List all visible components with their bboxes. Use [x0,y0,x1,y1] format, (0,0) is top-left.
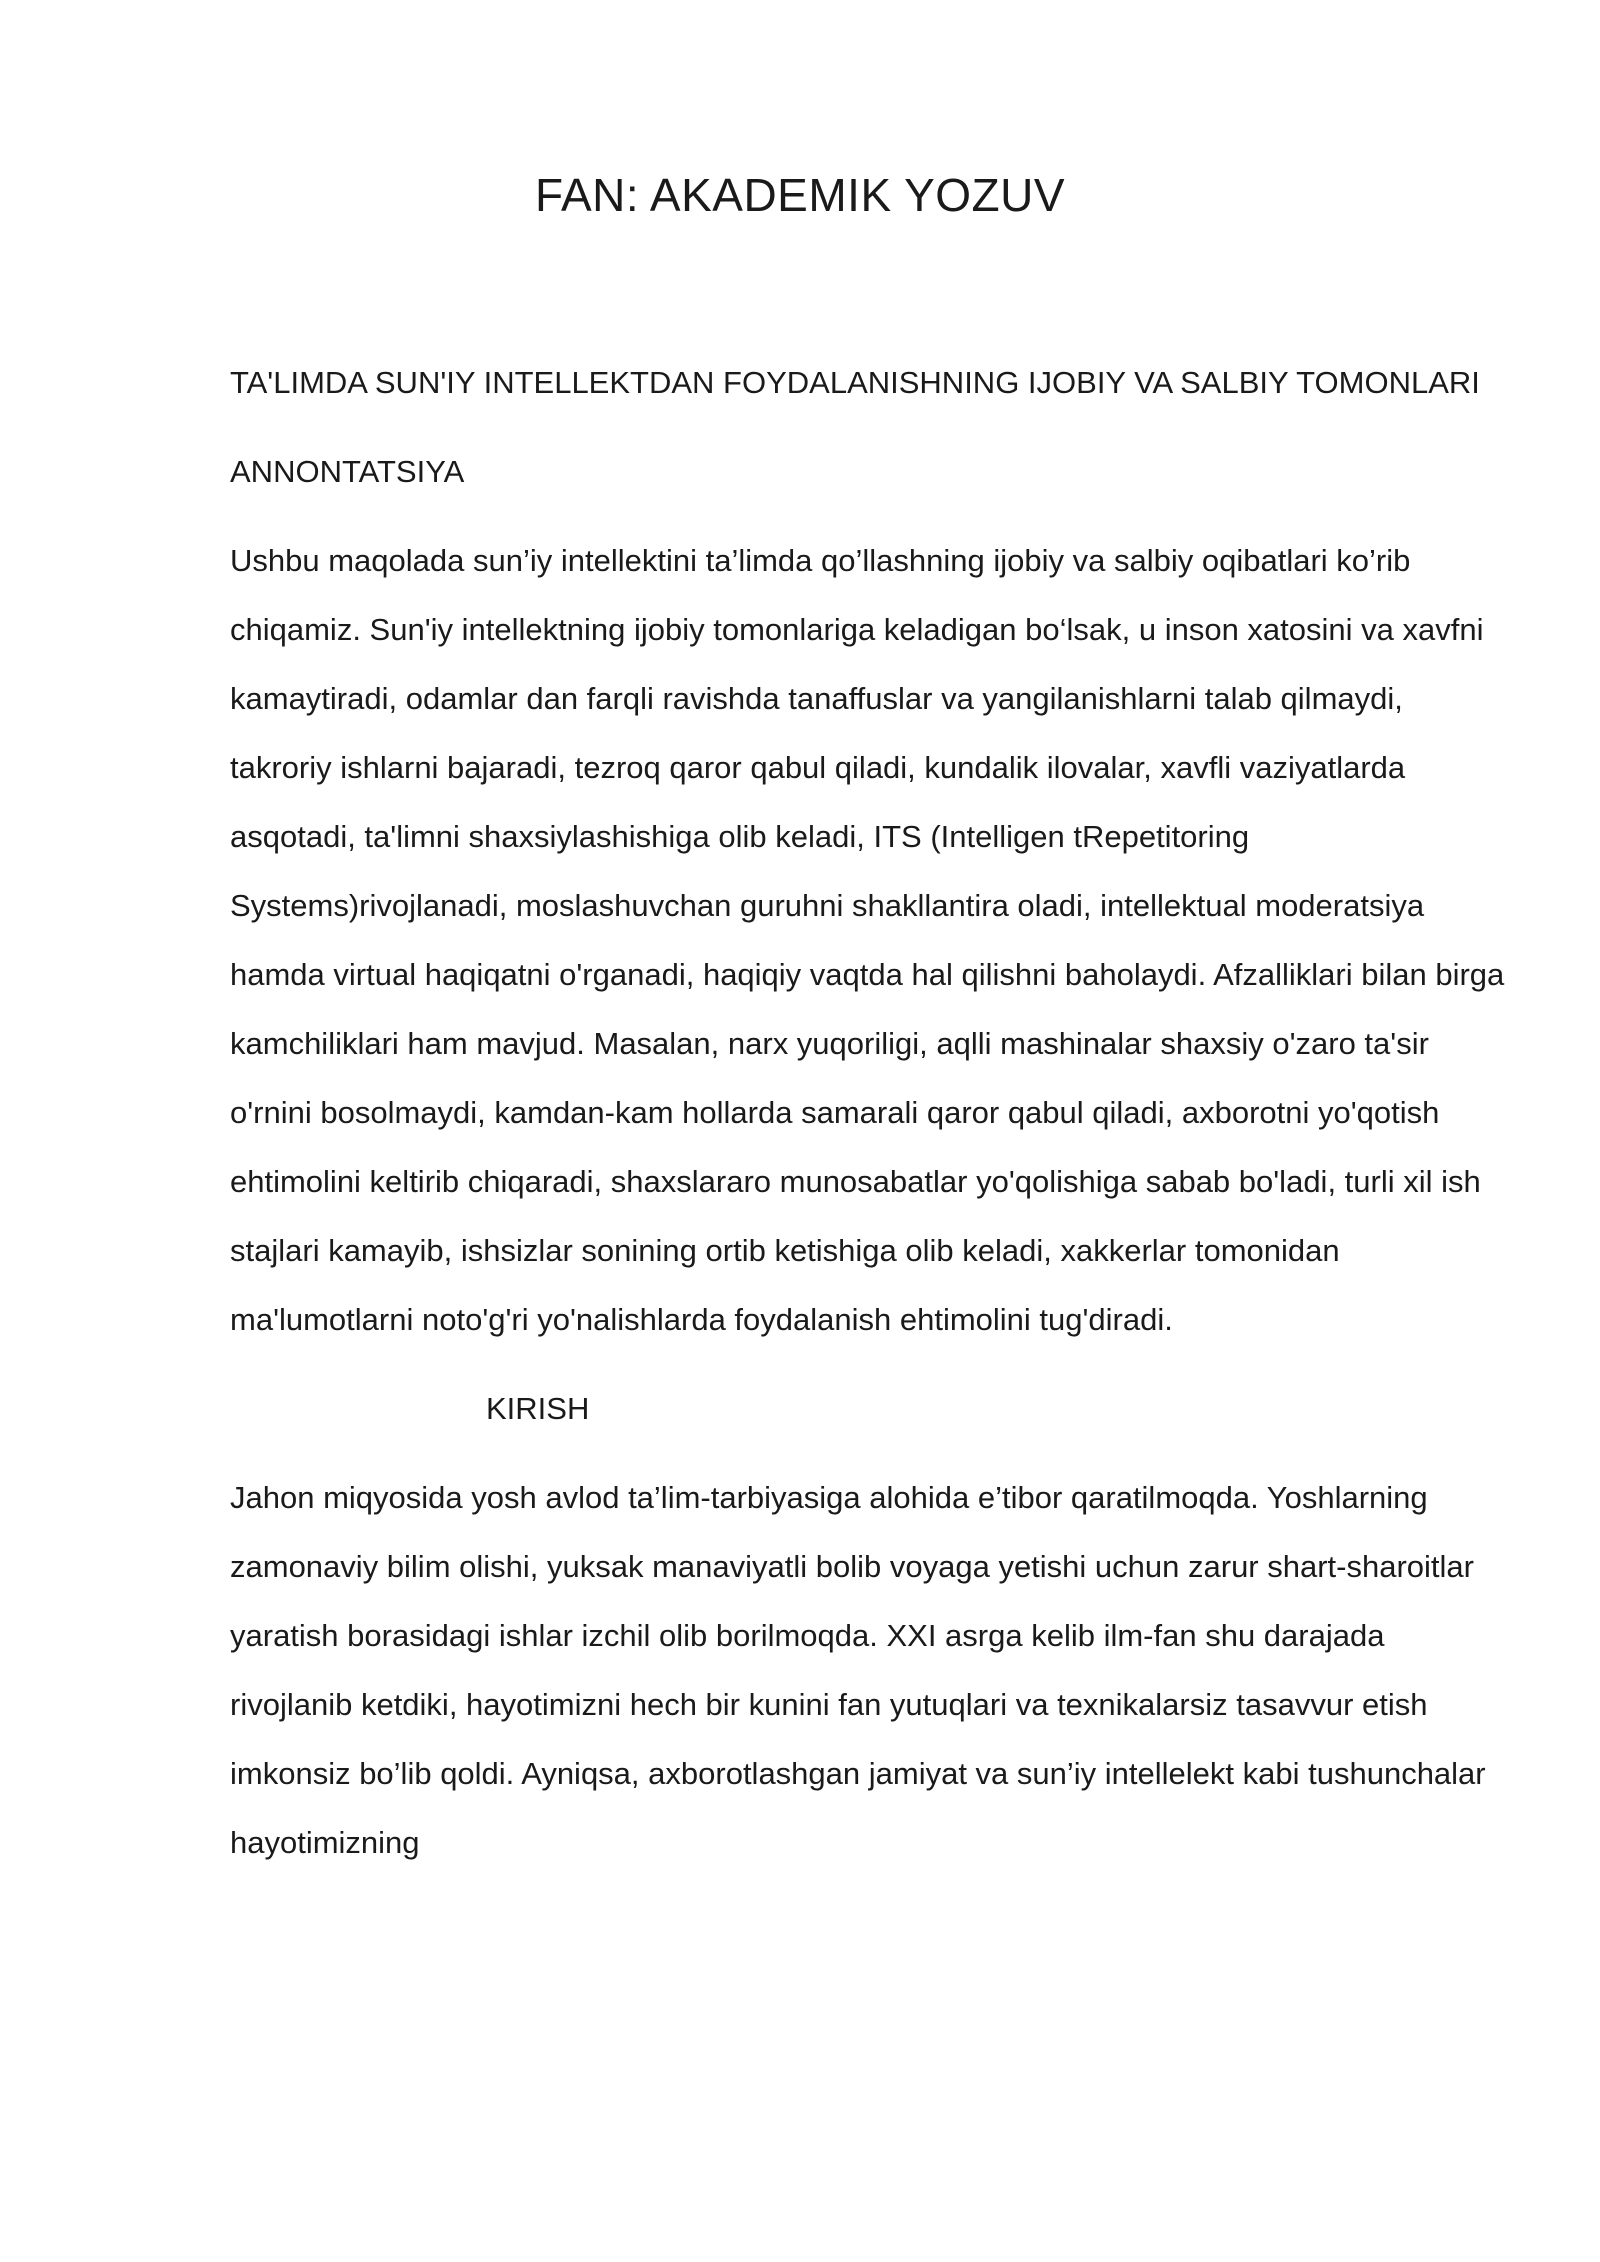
introduction-heading: KIRISH [486,1391,590,1426]
subject-title: FAN: AKADEMIK YOZUV [534,169,1066,221]
document-body [230,348,1510,1877]
introduction-paragraph: Jahon miqyosida yosh avlod ta’lim-tarbiyasiga alohida e’tibor qaratilmoqda. Yoshlarning zamonaviy bilim olishi, yuksak manaviyatli bolib voyaga yetishi uchun zarur shart-sharoitlar yaratish borasidagi ishlar izchil olib borilmoqda. XXI asrga kelib ilm-fan shu darajada rivojlanib ketdiki, hayotimizni hech bir kunini fan yutuqlari va texnikalarsiz tasavvur etish imkonsiz bo’lib qoldi. Ayniqsa, axborotlashgan jamiyat va sun’iy intellelekt kabi tushunchalar hayotimizning [230,1480,1486,1860]
abstract-heading: ANNONTATSIYA [230,454,465,489]
article-title: TA'LIMDA SUN'IY INTELLEKTDAN FOYDALANISHNING IJOBIY VA SALBIY TOMONLARI [230,365,1480,400]
abstract-paragraph: Ushbu maqolada sun’iy intellektini ta’limda qo’llashning ijobiy va salbiy oqibatlari ko’rib chiqamiz. Sun'iy intellektning ijobiy tomonlariga keladigan bo‘lsak, u inson xatosini va xavfni kamaytiradi, odamlar dan farqli ravishda tanaffuslar va yangilanishlarni talab qilmaydi, takroriy ishlarni bajaradi, tezroq qaror qabul qiladi, kundalik ilovalar, xavfli vaziyatlarda asqotadi, ta'limni shaxsiylashishiga olib keladi, ITS (Intelligen tRepetitoring Systems)rivojlanadi, moslashuvchan guruhni shakllantira oladi, intellektual moderatsiya hamda virtual haqiqatni o'rganadi, haqiqiy vaqtda hal qilishni baholaydi. Afzalliklari bilan birga kamchiliklari ham mavjud. Masalan, narx yuqoriligi, aqlli mashinalar shaxsiy o'zaro ta'sir o'rnini bosolmaydi, kamdan-kam hollarda samarali qaror qabul qiladi, axborotni yo'qotish ehtimolini keltirib chiqaradi, shaxslararo munosabatlar yo'qolishiga sabab bo'ladi, turli xil ish stajlari kamayib, ishsizlar sonining ortib ketishiga olib keladi, xakkerlar tomonidan ma'lumotlarni noto'g'ri yo'nalishlarda foydalanish ehtimolini tug'diradi. [230,543,1505,1337]
